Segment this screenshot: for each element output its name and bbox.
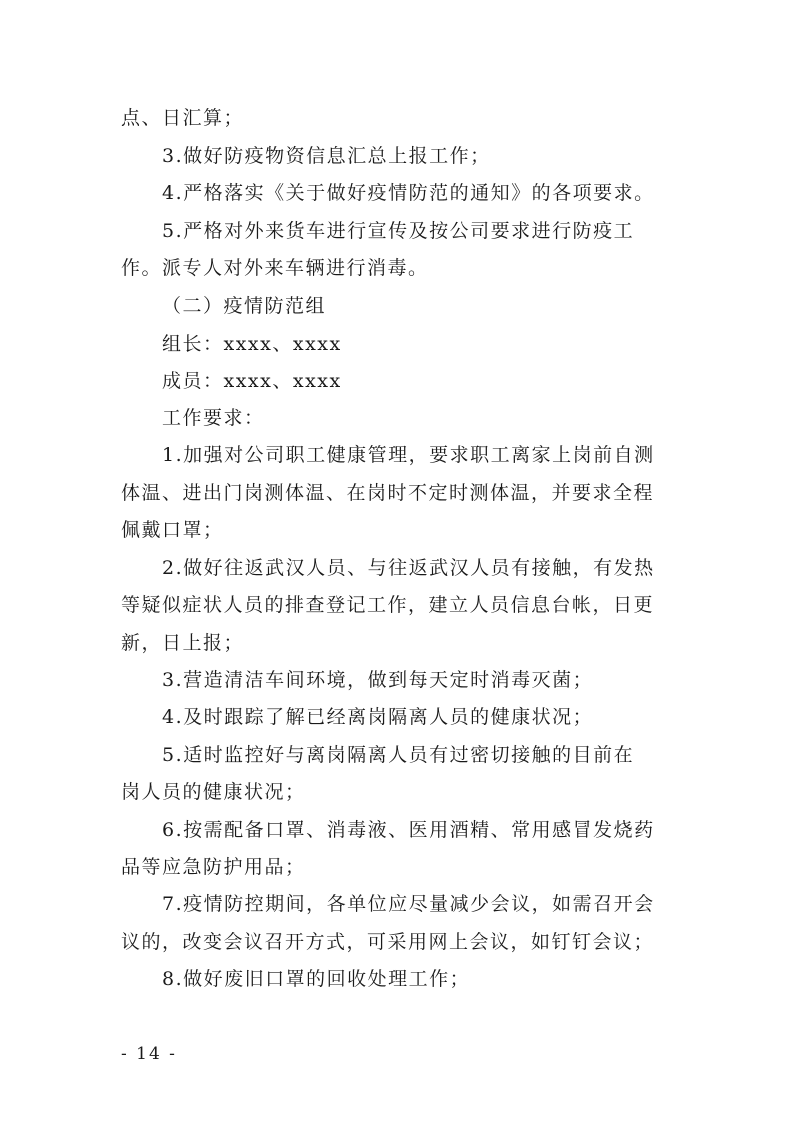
text-line: 点、日汇算； xyxy=(121,107,245,129)
section-heading: （二）疫情防范组 xyxy=(162,295,327,317)
text-line: 新，日上报； xyxy=(121,632,245,654)
text-line: 工作要求： xyxy=(162,407,265,429)
text-line: 议的，改变会议召开方式，可采用网上会议，如钉钉会议； xyxy=(121,931,655,953)
text-line: 7.疫情防控期间，各单位应尽量减少会议，如需召开会 xyxy=(162,893,655,915)
text-line: 5.适时监控好与离岗隔离人员有过密切接触的目前在 xyxy=(162,744,635,766)
text-line: 8.做好废旧口罩的回收处理工作； xyxy=(162,968,471,990)
text-line: 2.做好往返武汉人员、与往返武汉人员有接触，有发热 xyxy=(162,557,655,579)
text-line: 3.营造清洁车间环境，做到每天定时消毒灭菌； xyxy=(162,669,594,691)
text-line: 佩戴口罩； xyxy=(121,519,224,541)
text-line: 4.及时跟踪了解已经离岗隔离人员的健康状况； xyxy=(162,706,594,728)
text-line: 3.做好防疫物资信息汇总上报工作； xyxy=(162,145,491,167)
text-line: 5.严格对外来货车进行宣传及按公司要求进行防疫工 xyxy=(162,220,635,242)
page-number: - 14 - xyxy=(121,1044,177,1064)
text-line: 等疑似症状人员的排查登记工作，建立人员信息台帐，日更 xyxy=(121,594,655,616)
text-line: 成员：xxxx、xxxx xyxy=(162,370,342,392)
text-line: 作。派专人对外来车辆进行消毒。 xyxy=(121,257,429,279)
text-line: 岗人员的健康状况； xyxy=(121,781,306,803)
text-line: 品等应急防护用品； xyxy=(121,856,306,878)
text-line: 组长：xxxx、xxxx xyxy=(162,333,342,355)
text-line: 4.严格落实《关于做好疫情防范的通知》的各项要求。 xyxy=(162,182,655,204)
text-line: 体温、进出门岗测体温、在岗时不定时测体温，并要求全程 xyxy=(121,482,655,504)
text-line: 6.按需配备口罩、消毒液、医用酒精、常用感冒发烧药 xyxy=(162,819,655,841)
text-line: 1.加强对公司职工健康管理，要求职工离家上岗前自测 xyxy=(162,444,655,466)
